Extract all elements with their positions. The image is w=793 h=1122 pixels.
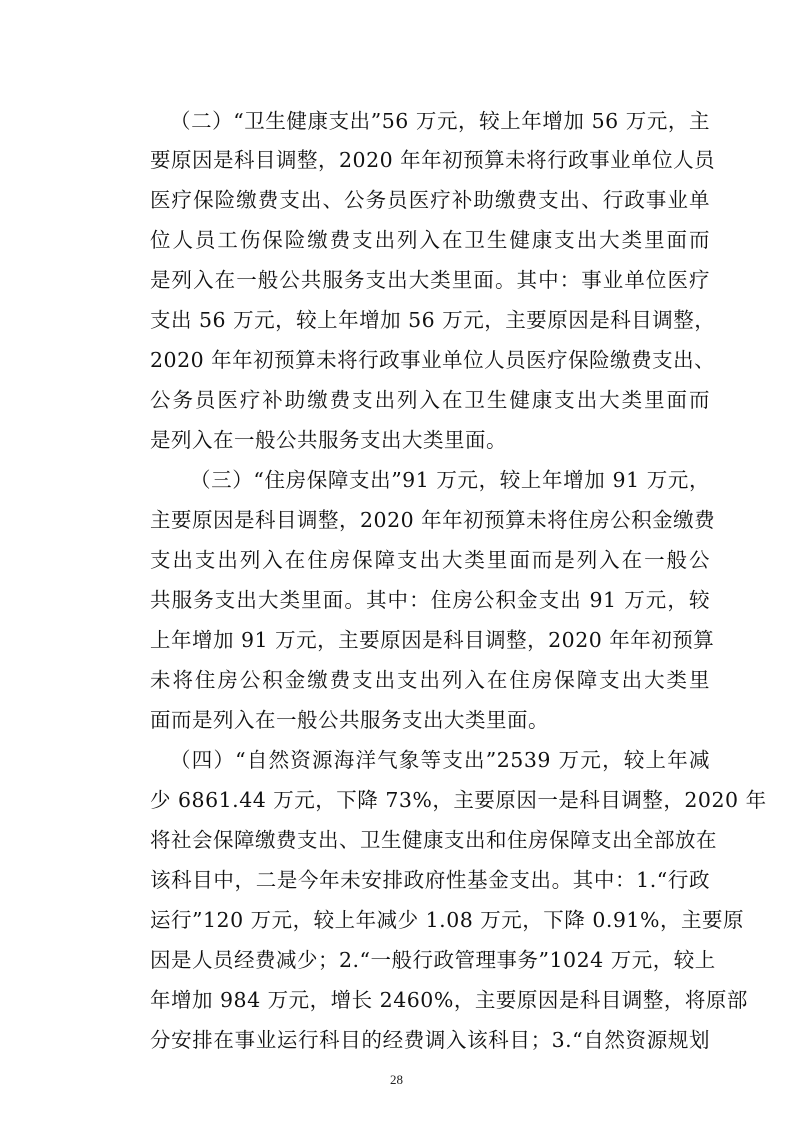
paragraph-2-line-6: 未将住房公积金缴费支出支出列入在住房保障支出大类里: [150, 668, 710, 692]
page-number: 28: [390, 1072, 403, 1087]
paragraph-1-line-2: 要原因是科目调整，2020 年年初预算未将行政事业单位人员: [150, 148, 716, 172]
paragraph-1-line-5: 是列入在一般公共服务支出大类里面。其中：事业单位医疗: [150, 268, 710, 292]
paragraph-2-line-5: 上年增加 91 万元，主要原因是科目调整，2020 年年初预算: [150, 628, 715, 652]
paragraph-2-line-2: 主要原因是科目调整，2020 年年初预算未将住房公积金缴费: [150, 508, 716, 532]
paragraph-2-line-4: 共服务支出大类里面。其中：住房公积金支出 91 万元，较: [150, 588, 710, 612]
paragraph-3-line-3: 将社会保障缴费支出、卫生健康支出和住房保障支出全部放在: [150, 828, 717, 852]
paragraph-3-line-5: 运行”120 万元，较上年减少 1.08 万元，下降 0.91%，主要原: [150, 908, 744, 932]
paragraph-1-line-4: 位人员工伤保险缴费支出列入在卫生健康支出大类里面而: [150, 228, 710, 252]
paragraph-3-line-4: 该科目中，二是今年未安排政府性基金支出。其中：1.“行政: [150, 868, 710, 892]
paragraph-3-line-1: （四）“自然资源海洋气象等支出”2539 万元，较上年减: [170, 748, 710, 772]
paragraph-3-line-8: 分安排在事业运行科目的经费调入该科目；3.“自然资源规划: [150, 1028, 710, 1052]
paragraph-3-line-6: 因是人员经费减少；2.“一般行政管理事务”1024 万元，较上: [150, 948, 716, 972]
paragraph-1-line-7: 2020 年年初预算未将行政事业单位人员医疗保险缴费支出、: [150, 348, 716, 372]
paragraph-1-line-9: 是列入在一般公共服务支出大类里面。: [150, 428, 507, 452]
paragraph-2-line-3: 支出支出列入在住房保障支出大类里面而是列入在一般公: [150, 548, 710, 572]
paragraph-3-line-7: 年增加 984 万元，增长 2460%，主要原因是科目调整，将原部: [150, 988, 748, 1012]
paragraph-1-line-6: 支出 56 万元，较上年增加 56 万元，主要原因是科目调整，: [150, 308, 716, 332]
paragraph-1-line-3: 医疗保险缴费支出、公务员医疗补助缴费支出、行政事业单: [150, 188, 710, 212]
paragraph-3-line-2: 少 6861.44 万元，下降 73%，主要原因一是科目调整，2020 年: [150, 788, 767, 812]
paragraph-2-line-7: 面而是列入在一般公共服务支出大类里面。: [150, 708, 549, 732]
paragraph-1-line-8: 公务员医疗补助缴费支出列入在卫生健康支出大类里面而: [150, 388, 710, 412]
paragraph-1-line-1: （二）“卫生健康支出”56 万元，较上年增加 56 万元，主: [170, 109, 710, 133]
paragraph-2-line-1: （三）“住房保障支出”91 万元，较上年增加 91 万元，: [190, 468, 710, 492]
